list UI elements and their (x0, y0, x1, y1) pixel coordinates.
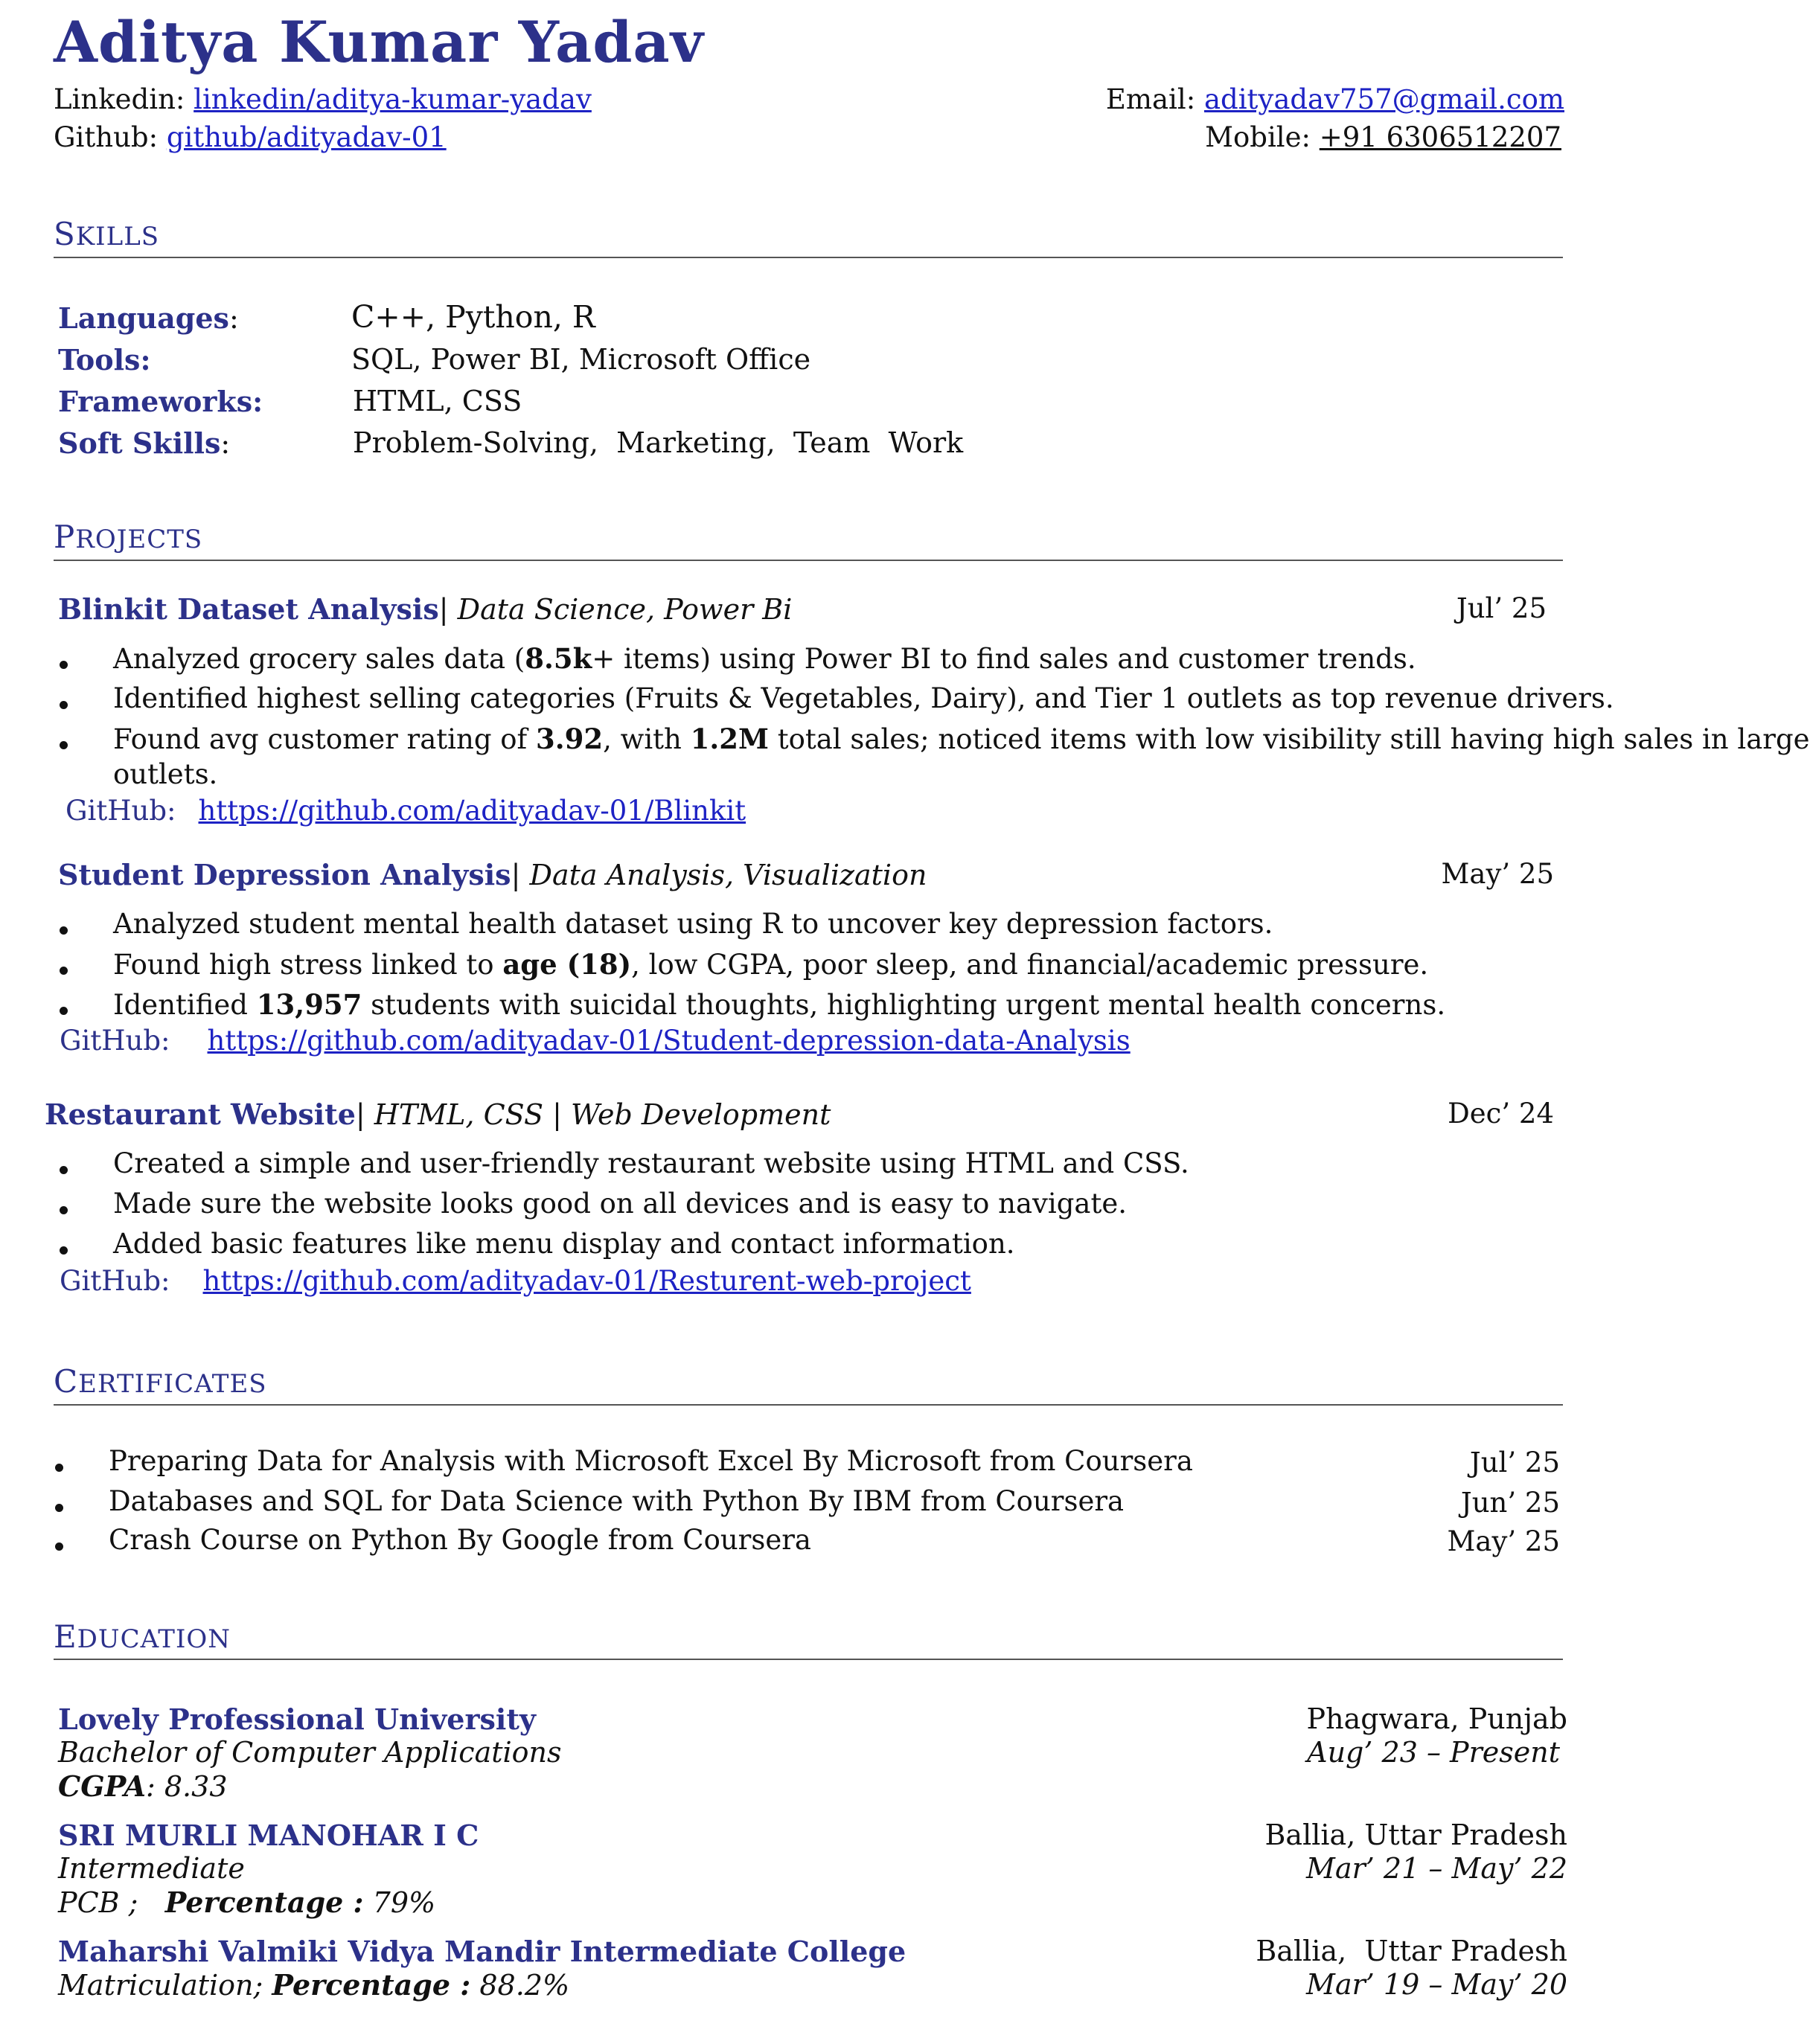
skill-label-soft-skills: Soft Skills: (58, 426, 231, 460)
project-subtitle: Data Analysis, Visualization (529, 859, 927, 891)
project-subtitle: HTML, CSS | Web Development (374, 1098, 831, 1131)
project-bullet: Analyzed student mental health dataset using R to uncover key depression factors. (113, 908, 1273, 940)
resume-name: Aditya Kumar Yadav (54, 9, 704, 75)
skill-value-tools: SQL, Power BI, Microsoft Office (351, 343, 811, 376)
bullet-icon (60, 661, 68, 669)
certificate-date: Jun’ 25 (1460, 1487, 1560, 1519)
bullet-icon (55, 1464, 63, 1472)
project-bullet-continuation: outlets. (113, 758, 218, 790)
project-title-row: Restaurant Website| HTML, CSS | Web Development (45, 1098, 831, 1131)
project-bullet: Identified 13,957 students with suicidal thoughts, highlighting urgent mental health concerns. (113, 988, 1446, 1021)
github-label: GitHub: (60, 1025, 170, 1057)
project-bullet: Found high stress linked to age (18), low CGPA, poor sleep, and financial/academic pressure. (113, 948, 1429, 981)
certificate-date: Jul’ 25 (1469, 1447, 1560, 1478)
project-bullet: Created a simple and user-friendly restaurant website using HTML and CSS. (113, 1147, 1189, 1179)
project-date: May’ 25 (1441, 858, 1554, 890)
skill-value-languages: C++, Python, R (351, 299, 595, 335)
skills-divider (54, 257, 1563, 258)
education-dates: Aug’ 23 – Present (1307, 1736, 1560, 1769)
project-github-row (65, 795, 746, 827)
bullet-icon (60, 1246, 68, 1255)
project-date: Dec’ 24 (1448, 1098, 1554, 1130)
certificate-item: Crash Course on Python By Google from Coursera (109, 1524, 811, 1556)
education-score: CGPA: 8.33 (58, 1769, 228, 1803)
education-dates: Mar’ 21 – May’ 22 (1306, 1852, 1567, 1885)
skill-value-frameworks: HTML, CSS (353, 385, 522, 417)
project-title: Blinkit Dataset Analysis (58, 592, 439, 626)
education-score: PCB ; Percentage : 79% (58, 1886, 436, 1919)
linkedin-link[interactable]: linkedin/aditya-kumar-yadav (194, 83, 592, 115)
email-row (1106, 83, 1564, 115)
project-bullet: Analyzed grocery sales data (8.5k+ items) using Power BI to find sales and customer trends. (113, 642, 1416, 675)
bullet-icon (60, 741, 68, 749)
bullet-icon (60, 1206, 68, 1214)
project-github-row (60, 1025, 1131, 1057)
bullet-icon (60, 1007, 68, 1015)
education-degree: Bachelor of Computer Applications (58, 1736, 562, 1769)
bullet-icon (60, 967, 68, 975)
github-label: Github: (54, 121, 159, 153)
bullet-icon (60, 926, 68, 935)
project-github-link[interactable]: https://github.com/adityadav-01/Blinkit (198, 795, 746, 827)
email-link[interactable]: adityadav757@gmail.com (1203, 83, 1564, 115)
certificates-divider (54, 1404, 1563, 1406)
skill-label-frameworks: Frameworks: (58, 385, 263, 418)
certificate-item: Databases and SQL for Data Science with Python By IBM from Coursera (109, 1485, 1125, 1517)
bullet-icon (60, 1166, 68, 1174)
github-label: GitHub: (60, 1265, 170, 1297)
project-github-link[interactable]: https://github.com/adityadav-01/Resturent-web-project (202, 1265, 971, 1297)
project-bullet: Added basic features like menu display and contact information. (113, 1228, 1015, 1260)
education-divider (54, 1659, 1563, 1660)
bullet-icon (60, 701, 68, 709)
skill-value-soft-skills: Problem-Solving, Marketing, Team Work (353, 426, 964, 459)
project-github-link[interactable]: https://github.com/adityadav-01/Student-depression-data-Analysis (207, 1025, 1131, 1057)
skill-label-tools: Tools: (58, 343, 151, 377)
project-title: Student Depression Analysis (58, 858, 511, 891)
project-subtitle: Data Science, Power Bi (457, 593, 793, 626)
project-title: Restaurant Website (45, 1098, 356, 1131)
education-institution: Lovely Professional University (58, 1702, 536, 1736)
linkedin-label: Linkedin: (54, 83, 185, 115)
project-title-row: Blinkit Dataset Analysis| Data Science, Power Bi (58, 592, 793, 626)
projects-divider (54, 560, 1563, 561)
mobile-number[interactable]: +91 6306512207 (1319, 121, 1561, 153)
education-degree-score: Matriculation; Percentage : 88.2% (58, 1968, 570, 2002)
projects-heading: PROJECTS (54, 519, 203, 555)
mobile-label: Mobile: (1205, 121, 1311, 153)
certificate-date: May’ 25 (1447, 1525, 1560, 1557)
education-location: Ballia, Uttar Pradesh (1256, 1935, 1567, 1967)
education-degree: Intermediate (58, 1852, 245, 1885)
email-label: Email: (1105, 83, 1196, 115)
github-row (54, 121, 447, 153)
bullet-icon (55, 1542, 63, 1551)
project-title-row: Student Depression Analysis| Data Analysis, Visualization (58, 858, 927, 891)
education-location: Ballia, Uttar Pradesh (1264, 1819, 1567, 1851)
education-heading: EDUCATION (54, 1618, 231, 1655)
github-label: GitHub: (65, 795, 176, 827)
project-github-row (60, 1265, 971, 1297)
education-dates: Mar’ 19 – May’ 20 (1306, 1968, 1567, 2001)
github-link[interactable]: github/adityadav-01 (166, 121, 447, 153)
project-bullet: Made sure the website looks good on all devices and is easy to navigate. (113, 1188, 1128, 1220)
project-bullet: Found avg customer rating of 3.92, with 1.2M total sales; noticed items with low visibility still having high sales in large (113, 723, 1810, 755)
project-date: Jul’ 25 (1456, 592, 1547, 624)
education-institution: Maharshi Valmiki Vidya Mandir Intermediate College (58, 1935, 906, 1968)
linkedin-row (54, 83, 592, 115)
education-institution: SRI MURLI MANOHAR I C (58, 1819, 479, 1852)
certificate-item: Preparing Data for Analysis with Microsoft Excel By Microsoft from Coursera (109, 1445, 1193, 1477)
education-location: Phagwara, Punjab (1306, 1702, 1567, 1735)
skill-label-languages: Languages: (58, 301, 239, 335)
mobile-row (1205, 121, 1561, 153)
bullet-icon (55, 1504, 63, 1512)
skills-heading: SKILLS (54, 216, 160, 252)
project-bullet: Identified highest selling categories (Fruits & Vegetables, Dairy), and Tier 1 outlets as top revenue drivers. (113, 682, 1614, 714)
certificates-heading: CERTIFICATES (54, 1363, 267, 1400)
